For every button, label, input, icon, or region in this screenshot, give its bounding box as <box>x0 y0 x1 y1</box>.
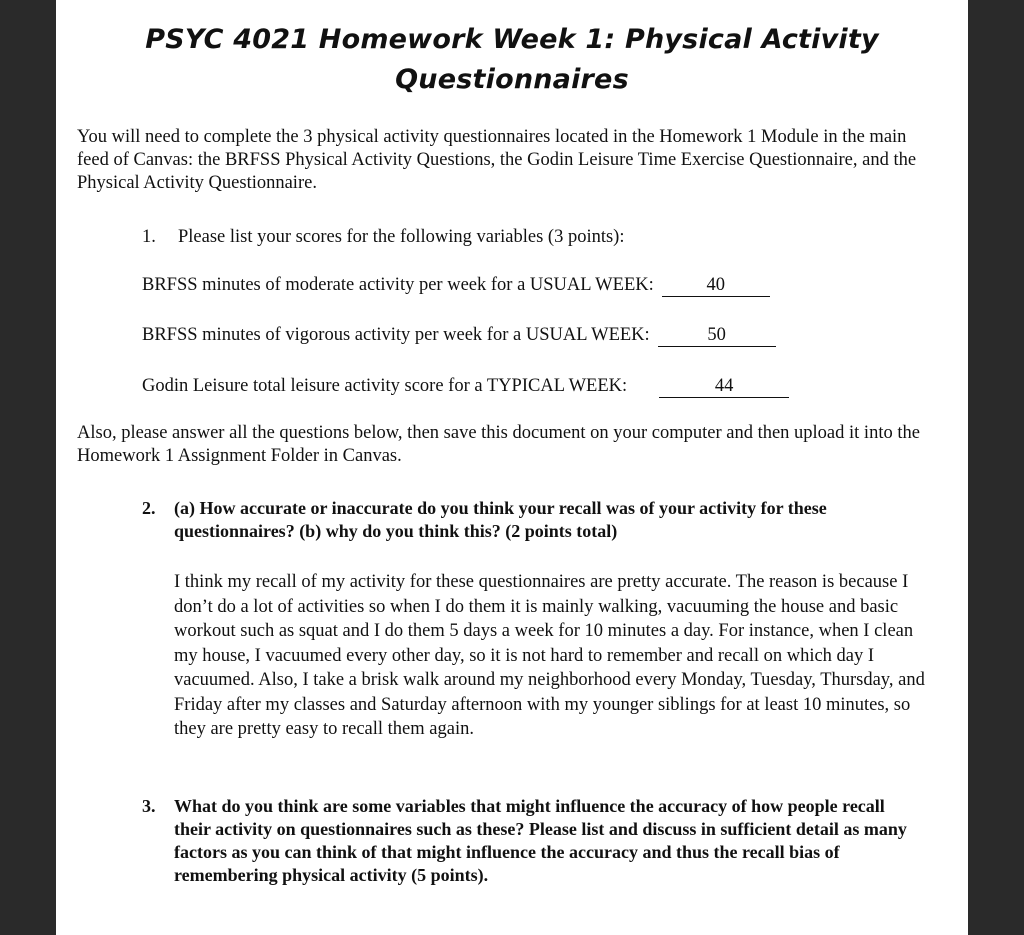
question-1-text: Please list your scores for the following variables (3 points): <box>178 227 625 247</box>
score-row-vigorous <box>142 324 776 347</box>
document-page <box>56 0 968 935</box>
score-label: BRFSS minutes of vigorous activity per week for a USUAL WEEK: <box>142 325 650 345</box>
intro-paragraph: You will need to complete the 3 physical activity questionnaires located in the Homework 1 Module in the main feed of Canvas: the BRFSS Physical Activity Questions, the Godin Leisure Time Exercise Questionnaire, and the Physical Activity Questionnaire. <box>77 127 917 193</box>
score-label: BRFSS minutes of moderate activity per week for a USUAL WEEK: <box>142 275 654 295</box>
question-3-number: 3. <box>142 796 156 816</box>
instructions-paragraph: Also, please answer all the questions below, then save this document on your computer and then upload it into the Homework 1 Assignment Folder in Canvas. <box>77 423 920 466</box>
score-label: Godin Leisure total leisure activity score for a TYPICAL WEEK: <box>142 376 628 396</box>
score-row-godin <box>142 375 789 398</box>
question-2-text: (a) How accurate or inaccurate do you think your recall was of your activity for these questionnaires? (b) why do you think this? (2 points total) <box>174 498 827 541</box>
question-2-number: 2. <box>142 498 156 518</box>
score-value-field[interactable]: 44 <box>659 375 789 398</box>
right-margin-strip <box>968 0 1024 935</box>
title-line-1: PSYC 4021 Homework Week 1: Physical Activity <box>145 24 879 55</box>
left-margin-strip <box>0 0 56 935</box>
title-line-2: Questionnaires <box>395 64 629 95</box>
score-value-field[interactable]: 40 <box>662 274 770 297</box>
score-value-field[interactable]: 50 <box>658 324 776 347</box>
question-1 <box>142 226 624 249</box>
question-1-number: 1. <box>142 227 156 247</box>
question-2-answer[interactable]: I think my recall of my activity for these questionnaires are pretty accurate. The reason is because I don’t do a lot of activities so when I do them it is mainly walking, vacuuming the house and basic workout such as squat and I do them 5 days a week for 10 minutes a day. For instance, when I clean my house, I vacuumed every other day, so it is not hard to remember and recall on which day I vacuumed. Also, I take a brisk walk around my neighborhood every Monday, Tuesday, Thursday, and Friday after my classes and Saturday afternoon with my younger siblings for at least 10 minutes, so they are pretty easy to recall them again. <box>174 572 925 739</box>
page-title <box>56 20 968 100</box>
score-row-moderate <box>142 274 770 297</box>
question-3-text: What do you think are some variables that might influence the accuracy of how people recall their activity on questionnaires such as these? Please list and discuss in sufficient detail as many factors as you can think of that might influence the accuracy and thus the recall bias of remembering physical activity (5 points). <box>174 796 907 885</box>
